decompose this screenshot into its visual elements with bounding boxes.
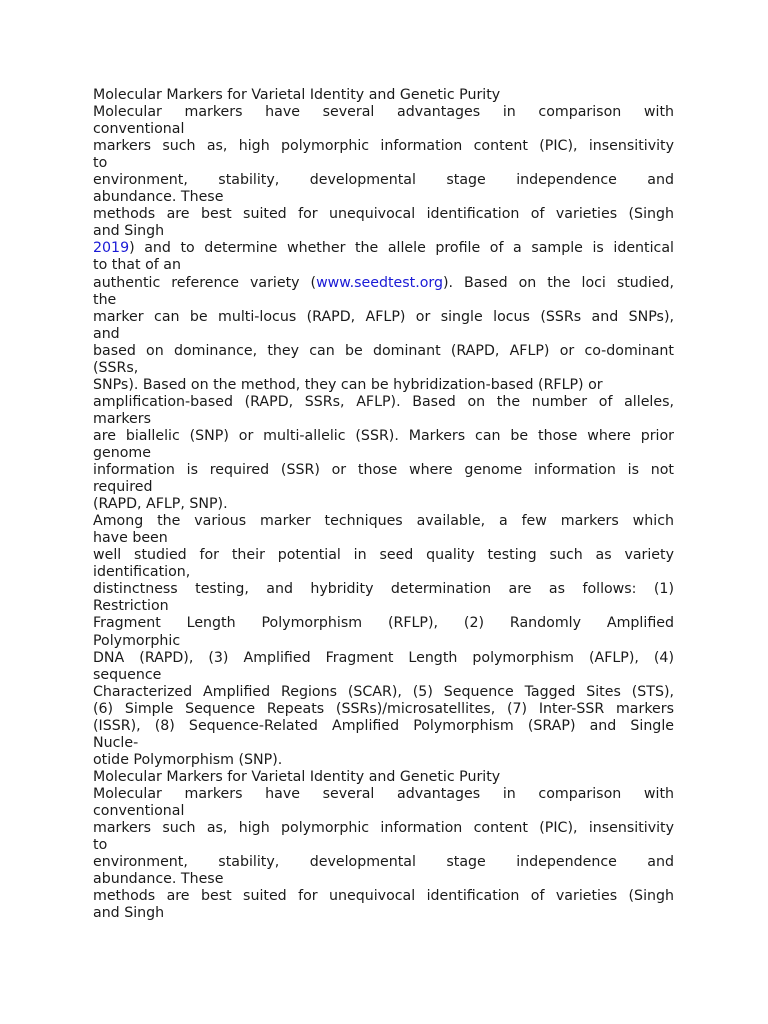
text-segment: markers such as, high polymorphic information content (PIC), insensitivity: [93, 820, 674, 837]
text-segment: and Singh: [93, 905, 165, 922]
text-segment: marker can be multi-locus (RAPD, AFLP) or single locus (SSRs and SNPs),: [93, 308, 674, 325]
text-segment: DNA (RAPD), (3) Amplified Fragment Length polymorphism (AFLP), (4): [93, 649, 674, 666]
text-segment: amplification-based (RAPD, SSRs, AFLP). Based on the number of alleles,: [93, 393, 674, 410]
text-segment: conventional: [93, 802, 185, 819]
text-line: [93, 888, 674, 905]
text-segment: methods are best suited for unequivocal identification of varieties (Singh: [93, 206, 674, 223]
text-line: [93, 769, 674, 786]
text-line: [93, 377, 674, 394]
text-segment: Among the various marker techniques available, a few markers which: [93, 513, 674, 530]
text-segment: have been: [93, 530, 168, 547]
text-line: [93, 701, 674, 718]
text-segment: sequence: [93, 666, 162, 683]
text-segment: Characterized Amplified Regions (SCAR), (5) Sequence Tagged Sites (STS),: [93, 683, 674, 700]
text-segment: (ISSR), (8) Sequence-Related Amplified Polymorphism (SRAP) and Single: [93, 717, 674, 734]
text-line: [93, 615, 674, 632]
text-line: [93, 394, 674, 411]
text-line: [93, 138, 674, 155]
text-line: [93, 684, 674, 701]
text-segment: Molecular Markers for Varietal Identity and Genetic Purity: [93, 87, 501, 103]
text-segment: (RAPD, AFLP, SNP).: [93, 496, 228, 513]
text-line: [93, 633, 674, 650]
text-line: [93, 206, 674, 223]
text-segment: ) and to determine whether the allele profile of a sample is identical: [129, 240, 674, 257]
text-segment: abundance. These: [93, 871, 224, 888]
reference-link[interactable]: www.seedtest.org: [316, 274, 443, 291]
text-line: [93, 820, 674, 837]
text-line: [93, 172, 674, 189]
text-segment: are biallelic (SNP) or multi-allelic (SSR). Markers can be those where prior: [93, 427, 674, 444]
text-line: [93, 718, 674, 735]
text-segment: authentic reference variety (: [93, 274, 317, 291]
text-segment: Molecular markers have several advantages in comparison with: [93, 104, 674, 121]
text-segment: abundance. These: [93, 189, 224, 206]
text-line: [93, 752, 674, 769]
text-line: [93, 428, 674, 445]
text-line: [93, 257, 674, 274]
text-segment: conventional: [93, 121, 185, 138]
text-line: [93, 87, 674, 104]
text-line: [93, 786, 674, 803]
text-segment: Fragment Length Polymorphism (RFLP), (2) Randomly Amplified: [93, 615, 674, 632]
text-line: [93, 309, 674, 326]
text-line: [93, 240, 674, 257]
text-line: [93, 121, 674, 138]
text-segment: Polymorphic: [93, 632, 181, 649]
text-segment: based on dominance, they can be dominant (RAPD, AFLP) or co-dominant: [93, 342, 674, 359]
text-segment: markers: [93, 410, 152, 427]
text-segment: otide Polymorphism (SNP).: [93, 751, 283, 768]
text-line: [93, 479, 674, 496]
text-segment: required: [93, 479, 153, 496]
text-line: [93, 223, 674, 240]
text-line: [93, 292, 674, 309]
text-segment: Molecular Markers for Varietal Identity and Genetic Purity: [93, 768, 501, 785]
text-line: [93, 564, 674, 581]
text-line: [93, 360, 674, 377]
text-segment: well studied for their potential in seed quality testing such as variety: [93, 547, 674, 564]
text-segment: (SSRs,: [93, 359, 139, 376]
text-segment: information is required (SSR) or those where genome information is not: [93, 462, 674, 479]
text-line: [93, 581, 674, 598]
text-segment: and Singh: [93, 223, 165, 240]
text-line: [93, 598, 674, 615]
text-line: [93, 547, 674, 564]
text-line: [93, 513, 674, 530]
text-segment: SNPs). Based on the method, they can be hybridization-based (RFLP) or: [93, 376, 603, 393]
text-line: [93, 803, 674, 820]
text-segment: Molecular markers have several advantages in comparison with: [93, 785, 674, 802]
text-line: [93, 155, 674, 172]
text-segment: markers such as, high polymorphic information content (PIC), insensitivity: [93, 138, 674, 155]
text-line: [93, 445, 674, 462]
text-segment: distinctness testing, and hybridity determination are as follows: (1): [93, 581, 674, 598]
text-segment: genome: [93, 444, 151, 461]
text-line: [93, 343, 674, 360]
text-segment: and: [93, 325, 120, 342]
text-segment: to: [93, 155, 108, 172]
text-line: [93, 411, 674, 428]
document-page: [93, 87, 674, 922]
text-segment: environment, stability, developmental stage independence and: [93, 854, 674, 871]
text-line: [93, 496, 674, 513]
text-line: [93, 104, 674, 121]
text-segment: methods are best suited for unequivocal identification of varieties (Singh: [93, 888, 674, 905]
reference-link[interactable]: 2019: [93, 240, 130, 257]
text-line: [93, 462, 674, 479]
text-line: [93, 905, 674, 922]
text-line: [93, 189, 674, 206]
text-line: [93, 650, 674, 667]
text-line: [93, 854, 674, 871]
text-segment: ). Based on the loci studied,: [442, 274, 674, 291]
text-segment: Nucle-: [93, 734, 139, 751]
text-segment: environment, stability, developmental stage independence and: [93, 172, 674, 189]
text-line: [93, 667, 674, 684]
text-segment: to: [93, 837, 108, 854]
text-segment: to that of an: [93, 257, 181, 274]
text-segment: Restriction: [93, 598, 169, 615]
text-line: [93, 530, 674, 547]
text-segment: the: [93, 291, 117, 308]
text-line: [93, 275, 674, 292]
text-segment: identification,: [93, 564, 191, 581]
text-segment: (6) Simple Sequence Repeats (SSRs)/microsatellites, (7) Inter-SSR markers: [93, 700, 674, 717]
text-line: [93, 837, 674, 854]
text-line: [93, 871, 674, 888]
text-line: [93, 326, 674, 343]
text-line: [93, 735, 674, 752]
